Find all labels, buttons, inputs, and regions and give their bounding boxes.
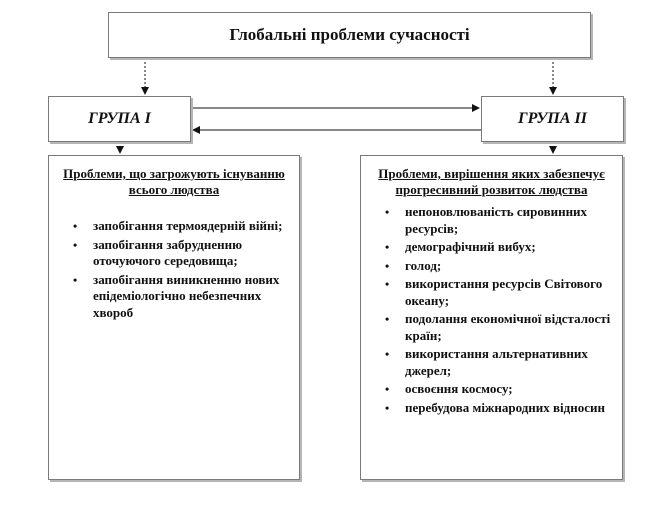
group1-list: [49, 218, 299, 321]
bullet-icon: •: [385, 382, 390, 396]
list-item: • запобігання забрудненню оточуючого середовища;: [73, 236, 243, 268]
group2-label: ГРУПА II: [517, 110, 587, 127]
group2-panel: [360, 155, 623, 480]
bullet-icon: •: [385, 258, 390, 273]
group2-list: [361, 204, 622, 416]
group2-box: [481, 96, 624, 142]
list-item: • перебудова міжнародних відносин: [385, 399, 605, 415]
group2-heading: Проблеми, вирішення яких забезпечує прогресивний розвиток людства: [378, 166, 605, 197]
group1-box: [48, 96, 191, 142]
bullet-icon: •: [385, 347, 390, 361]
list-item: • демографічний вибух;: [385, 239, 536, 254]
diagram-title-box: [108, 12, 591, 58]
bullet-icon: •: [385, 312, 390, 326]
list-item: • подолання економічної відсталості країн;: [385, 311, 611, 343]
list-item: • використання ресурсів Світового океану;: [385, 276, 603, 308]
bullet-icon: •: [385, 277, 390, 291]
bullet-icon: •: [73, 219, 78, 233]
bullet-icon: •: [385, 240, 390, 254]
list-item: • непоновлюваність сировинних ресурсів;: [385, 204, 588, 236]
group1-panel: [48, 155, 300, 480]
bullet-icon: •: [385, 205, 390, 219]
bullet-icon: •: [73, 272, 78, 287]
list-item: • освоєння космосу;: [385, 381, 513, 396]
group1-label: ГРУПА I: [88, 110, 151, 127]
list-item: • голод;: [385, 257, 442, 273]
group1-heading: Проблеми, що загрожують існуванню всього людства: [63, 166, 285, 197]
bullet-icon: •: [385, 400, 390, 415]
list-item: • запобігання виникненню нових епідеміологічно небезпечних хвороб: [73, 271, 280, 320]
diagram-title: Глобальні проблеми сучасності: [229, 25, 470, 44]
list-item: • запобігання термоядерній війні;: [73, 218, 283, 233]
bullet-icon: •: [73, 237, 78, 252]
list-item: • використання альтернативних джерел;: [385, 346, 588, 378]
